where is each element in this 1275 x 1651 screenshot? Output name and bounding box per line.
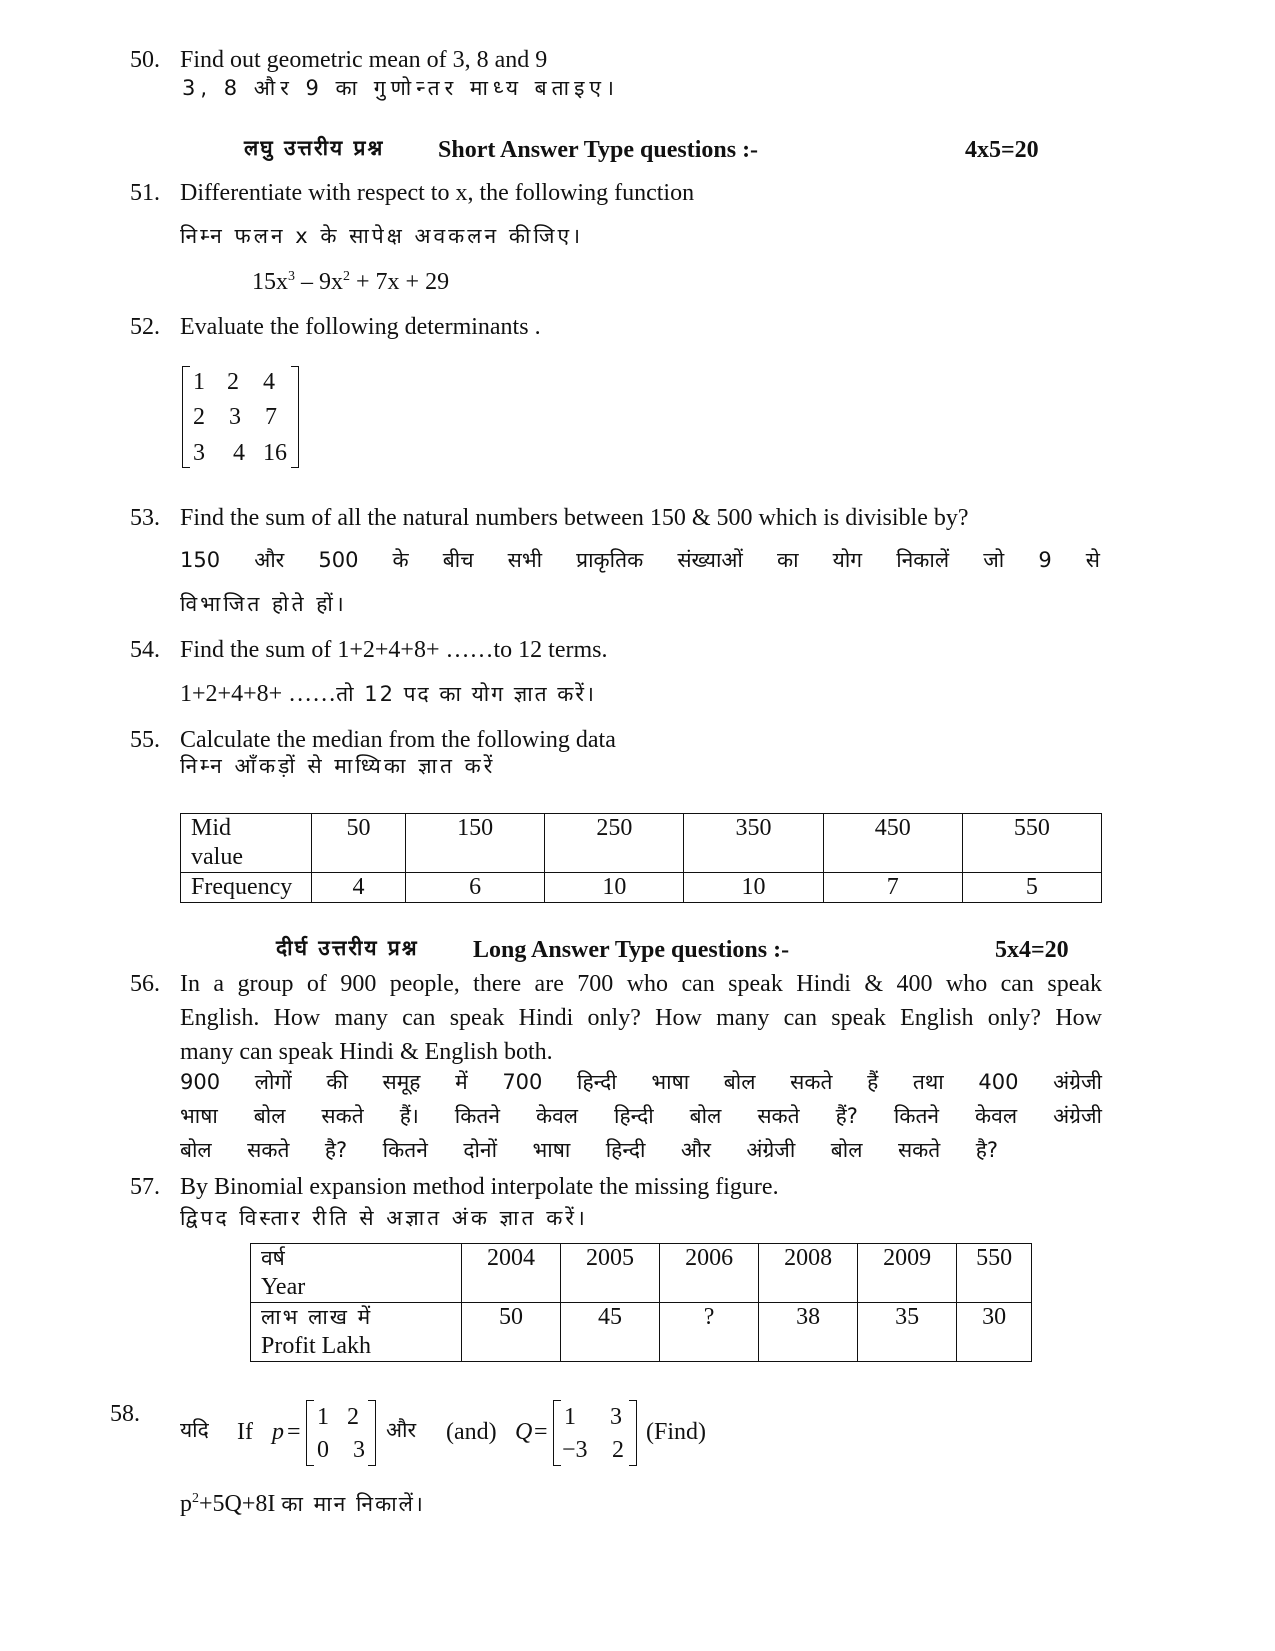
table-row	[251, 1244, 1032, 1303]
question-text-hi: निम्न फलन x के सापेक्ष अवकलन कीजिए।	[180, 224, 584, 248]
question-text-en: By Binomial expansion method interpolate the missing figure.	[180, 1174, 779, 1200]
question-text-en: English. How many can speak Hindi only? How many can speak English only? How	[180, 1005, 1102, 1031]
question-text-hi: 150 और 500 के बीच सभी प्राकृतिक संख्याओं का योग निकालें जो 9 से	[180, 548, 1100, 572]
section-heading-en: Short Answer Type questions :-	[438, 137, 759, 163]
table-row	[251, 1303, 1032, 1362]
question-text-en: In a group of 900 people, there are 700 who can speak Hindi & 400 who can speak	[180, 971, 1102, 997]
table-cell: 5	[962, 872, 1101, 902]
matrix-cell: 2	[193, 404, 205, 430]
question-number: 55.	[130, 727, 160, 753]
matrix-cell: 4	[233, 440, 245, 466]
table-cell: 35	[858, 1303, 957, 1362]
table-cell: 38	[759, 1303, 858, 1362]
table-cell: 150	[406, 814, 545, 873]
row-label: Frequency	[181, 872, 312, 902]
table-cell: 50	[312, 814, 406, 873]
and-en: (and)	[446, 1419, 497, 1445]
matrix-cell: 3	[353, 1437, 365, 1463]
question-number: 56.	[130, 971, 160, 997]
question-text-en: many can speak Hindi & English both.	[180, 1039, 553, 1065]
equals-sign: =	[287, 1419, 301, 1445]
question-text-en: Find the sum of all the natural numbers between 150 & 500 which is divisible by?	[180, 505, 969, 531]
table-cell: 2005	[561, 1244, 660, 1303]
matrix-cell: 1	[317, 1404, 329, 1430]
question-text-hi: 1+2+4+8+ ……तो 12 पद का योग ज्ञात करें।	[180, 681, 596, 707]
table-cell: 550	[962, 814, 1101, 873]
section-heading-hi: लघु उत्तरीय प्रश्न	[244, 136, 385, 160]
matrix-cell: −3	[562, 1437, 588, 1463]
matrix-p-label: p	[272, 1419, 284, 1445]
question-text-hi: निम्न आँकड़ों से माध्यिका ज्ञात करें	[180, 754, 496, 778]
polynomial-expression: $15x^3 - 9x^2 + 7x + 29$	[252, 269, 450, 295]
question-number: 50.	[130, 47, 160, 73]
question-number: 54.	[130, 637, 160, 663]
section-heading-hi: दीर्घ उत्तरीय प्रश्न	[276, 936, 419, 960]
matrix-cell: 3	[610, 1404, 622, 1430]
question-text-hi: बोल सकते है? कितने दोनों भाषा हिन्दी और अंग्रेजी बोल सकते है?	[180, 1138, 998, 1162]
question-text-en: Evaluate the following determinants .	[180, 314, 541, 340]
matrix-q	[553, 1400, 637, 1466]
matrix-cell: 2	[227, 369, 239, 395]
matrix-p	[306, 1400, 376, 1466]
determinant-matrix	[182, 366, 299, 468]
matrix-cell: 1	[564, 1404, 576, 1430]
table-cell: 350	[684, 814, 823, 873]
condition-hi: यदि	[180, 1418, 209, 1442]
find-label: (Find)	[646, 1419, 706, 1445]
table-cell: 50	[462, 1303, 561, 1362]
section-heading-en: Long Answer Type questions :-	[473, 937, 790, 963]
table-cell: 6	[406, 872, 545, 902]
row-label: Mid value	[181, 814, 312, 873]
table-cell: 7	[823, 872, 962, 902]
table-cell: 2006	[660, 1244, 759, 1303]
table-cell: 10	[684, 872, 823, 902]
row-label: लाभ लाख में Profit Lakh	[251, 1303, 462, 1362]
table-cell: 450	[823, 814, 962, 873]
section-marks: 4x5=20	[965, 137, 1039, 163]
table-cell: 2009	[858, 1244, 957, 1303]
matrix-cell: 4	[263, 369, 275, 395]
table-row	[181, 814, 1102, 873]
table-row	[181, 872, 1102, 902]
table-cell: 30	[957, 1303, 1032, 1362]
table-cell: 4	[312, 872, 406, 902]
condition-en: If	[237, 1419, 253, 1445]
frequency-table	[180, 813, 1102, 903]
table-cell: 10	[545, 872, 684, 902]
table-cell: 2008	[759, 1244, 858, 1303]
question-text-hi: 3, 8 और 9 का गुणोन्तर माध्य बताइए।	[182, 76, 619, 100]
table-cell: ?	[660, 1303, 759, 1362]
question-text-hi: द्विपद विस्तार रीति से अज्ञात अंक ज्ञात करें।	[180, 1206, 588, 1230]
matrix-cell: 7	[265, 404, 277, 430]
question-number: 52.	[130, 314, 160, 340]
question-number: 53.	[130, 505, 160, 531]
question-number: 51.	[130, 180, 160, 206]
question-text-en: Find out geometric mean of 3, 8 and 9	[180, 47, 548, 73]
equals-sign: =	[534, 1419, 548, 1445]
question-text-hi: भाषा बोल सकते हैं। कितने केवल हिन्दी बोल सकते हैं? कितने केवल अंग्रेजी	[180, 1104, 1102, 1128]
question-text-en: Calculate the median from the following data	[180, 727, 616, 753]
row-label: वर्ष Year	[251, 1244, 462, 1303]
section-marks: 5x4=20	[995, 937, 1069, 963]
question-number: 57.	[130, 1174, 160, 1200]
matrix-q-label: Q	[515, 1419, 533, 1445]
matrix-cell: 3	[193, 440, 205, 466]
matrix-cell: 1	[193, 369, 205, 395]
table-cell: 2004	[462, 1244, 561, 1303]
matrix-cell: 16	[263, 440, 287, 466]
question-text-en: Differentiate with respect to x, the following function	[180, 180, 695, 206]
question-text-hi: विभाजित होते हों।	[180, 592, 347, 616]
expression-to-find: $p^2+5Q+8I$ का मान निकालें।	[180, 1491, 425, 1517]
question-text-en: Find the sum of 1+2+4+8+ ……to 12 terms.	[180, 637, 608, 663]
question-number: 58.	[110, 1401, 140, 1427]
matrix-cell: 2	[612, 1437, 624, 1463]
question-text-hi: 900 लोगों की समूह में 700 हिन्दी भाषा बोल सकते हैं तथा 400 अंग्रेजी	[180, 1070, 1102, 1094]
table-cell: 45	[561, 1303, 660, 1362]
matrix-cell: 0	[317, 1437, 329, 1463]
table-cell: 250	[545, 814, 684, 873]
matrix-cell: 3	[229, 404, 241, 430]
profit-table	[250, 1243, 1032, 1362]
and-hi: और	[386, 1418, 417, 1442]
table-cell: 550	[957, 1244, 1032, 1303]
matrix-cell: 2	[347, 1404, 359, 1430]
